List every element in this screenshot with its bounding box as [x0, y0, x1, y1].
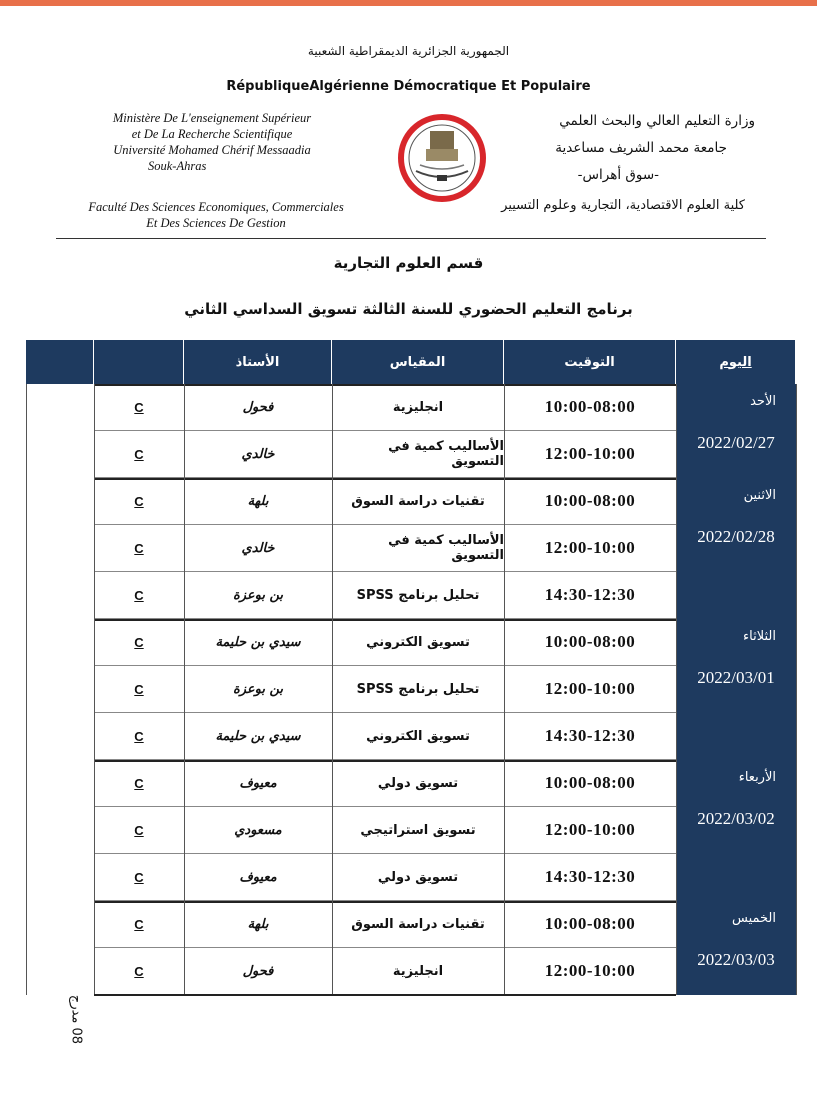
room-cell: C: [94, 572, 184, 619]
table-bottom-line: [94, 994, 676, 996]
room-cell: C: [94, 901, 184, 948]
day-date: 2022/03/02: [697, 809, 775, 828]
ministry-arabic: [425, 108, 755, 189]
header-day: اليوم: [676, 340, 796, 384]
ministry-fr-line: Souk-Ahras: [148, 159, 207, 173]
faculty-arabic: كلية العلوم الاقتصادية، التجارية وعلوم التسيير: [501, 198, 745, 213]
room-cell: C: [94, 854, 184, 901]
ministry-fr-line: et De La Recherche Scientifique: [131, 127, 293, 141]
time-cell: 14:30-12:30: [504, 713, 676, 760]
professor-cell: مسعودي: [184, 807, 332, 854]
column-line: [26, 384, 27, 995]
professor-cell: بن بوعزة: [184, 666, 332, 713]
ministry-french: [62, 110, 362, 174]
header-room: [94, 340, 184, 384]
time-cell: 10:00-08:00: [504, 901, 676, 948]
professor-cell: سيدي بن حليمة: [184, 619, 332, 666]
ministry-ar-line: -سوق أهراس-: [577, 167, 659, 183]
room-cell: C: [94, 948, 184, 995]
room-cell: C: [94, 619, 184, 666]
day-name: الثلاثاء: [743, 629, 776, 644]
professor-cell: فحول: [184, 384, 332, 431]
professor-cell: بلهة: [184, 901, 332, 948]
day-name: الخميس: [732, 911, 776, 926]
day-cell: [676, 619, 796, 760]
room-cell: C: [94, 478, 184, 525]
time-cell: 14:30-12:30: [504, 854, 676, 901]
day-name: الاثنين: [743, 488, 776, 503]
room-cell: C: [94, 431, 184, 478]
course-cell: تحليل برنامج SPSS: [332, 572, 504, 619]
header-course: المقياس: [332, 340, 504, 384]
day-name: الأربعاء: [738, 770, 776, 785]
day-name: الأحد: [750, 394, 776, 409]
course-cell: تسويق الكتروني: [332, 619, 504, 666]
time-cell: 14:30-12:30: [504, 572, 676, 619]
professor-cell: معيوف: [184, 854, 332, 901]
top-accent-bar: [0, 0, 817, 6]
department-title: قسم العلوم التجارية: [333, 254, 484, 272]
time-cell: 12:00-10:00: [504, 666, 676, 713]
republic-arabic: الجمهورية الجزائرية الديمقراطية الشعبية: [307, 44, 510, 58]
column-line: [184, 384, 185, 995]
time-cell: 10:00-08:00: [504, 760, 676, 807]
room-cell: C: [94, 713, 184, 760]
time-cell: 12:00-10:00: [504, 948, 676, 995]
professor-cell: بلهة: [184, 478, 332, 525]
room-cell: C: [94, 666, 184, 713]
location-text: 08 مدرج: [68, 994, 84, 1045]
day-cell: [676, 478, 796, 619]
header-time: التوقيت: [504, 340, 676, 384]
column-line: [796, 384, 797, 995]
faculty-french: [56, 199, 376, 231]
faculty-fr-line: Faculté Des Sciences Economiques, Commerciales: [88, 200, 344, 214]
course-cell: تسويق الكتروني: [332, 713, 504, 760]
ministry-fr-line: Ministère De L'enseignement Supérieur: [112, 111, 312, 125]
column-line: [332, 384, 333, 995]
day-date: 2022/03/03: [697, 950, 775, 969]
time-cell: 10:00-08:00: [504, 619, 676, 666]
republic-french: RépubliqueAlgérienne Démocratique Et Populaire: [226, 79, 591, 94]
day-date: 2022/02/28: [697, 527, 775, 546]
location-label: [54, 950, 94, 1110]
course-cell: انجليزية: [332, 948, 504, 995]
professor-cell: خالدي: [184, 431, 332, 478]
course-cell: انجليزية: [332, 384, 504, 431]
professor-cell: فحول: [184, 948, 332, 995]
ministry-ar-line: وزارة التعليم العالي والبحث العلمي: [559, 113, 755, 129]
header-divider: [56, 238, 766, 239]
header-professor: الأستاذ: [184, 340, 332, 384]
header-empty-cell: [26, 340, 94, 384]
time-cell: 10:00-08:00: [504, 478, 676, 525]
time-cell: 12:00-10:00: [504, 431, 676, 478]
time-cell: 12:00-10:00: [504, 807, 676, 854]
course-cell: الأساليب كمية في التسويق: [332, 525, 504, 572]
ministry-fr-line: Université Mohamed Chérif Messaadia: [113, 143, 311, 157]
course-cell: تحليل برنامج SPSS: [332, 666, 504, 713]
professor-cell: معيوف: [184, 760, 332, 807]
day-date: 2022/02/27: [697, 433, 775, 452]
faculty-fr-line: Et Des Sciences De Gestion: [146, 216, 286, 230]
day-cell: [676, 760, 796, 901]
professor-cell: بن بوعزة: [184, 572, 332, 619]
day-cell: [676, 384, 796, 478]
professor-cell: خالدي: [184, 525, 332, 572]
column-line: [94, 384, 95, 995]
ministry-ar-line: جامعة محمد الشريف مساعدية: [555, 140, 727, 156]
time-cell: 12:00-10:00: [504, 525, 676, 572]
course-cell: تقنيات دراسة السوق: [332, 478, 504, 525]
room-cell: C: [94, 807, 184, 854]
program-title: برنامج التعليم الحضوري للسنة الثالثة تسويق السداسي الثاني: [184, 300, 633, 318]
course-cell: تسويق دولي: [332, 854, 504, 901]
course-cell: تسويق استراتيجي: [332, 807, 504, 854]
course-cell: تقنيات دراسة السوق: [332, 901, 504, 948]
professor-cell: سيدي بن حليمة: [184, 713, 332, 760]
column-line: [676, 384, 677, 995]
room-cell: C: [94, 384, 184, 431]
day-date: 2022/03/01: [697, 668, 775, 687]
column-line: [504, 384, 505, 995]
room-cell: C: [94, 525, 184, 572]
course-cell: تسويق دولي: [332, 760, 504, 807]
day-cell: [676, 901, 796, 995]
schedule-table: [26, 340, 796, 1045]
time-cell: 10:00-08:00: [504, 384, 676, 431]
course-cell: الأساليب كمية في التسويق: [332, 431, 504, 478]
room-cell: C: [94, 760, 184, 807]
